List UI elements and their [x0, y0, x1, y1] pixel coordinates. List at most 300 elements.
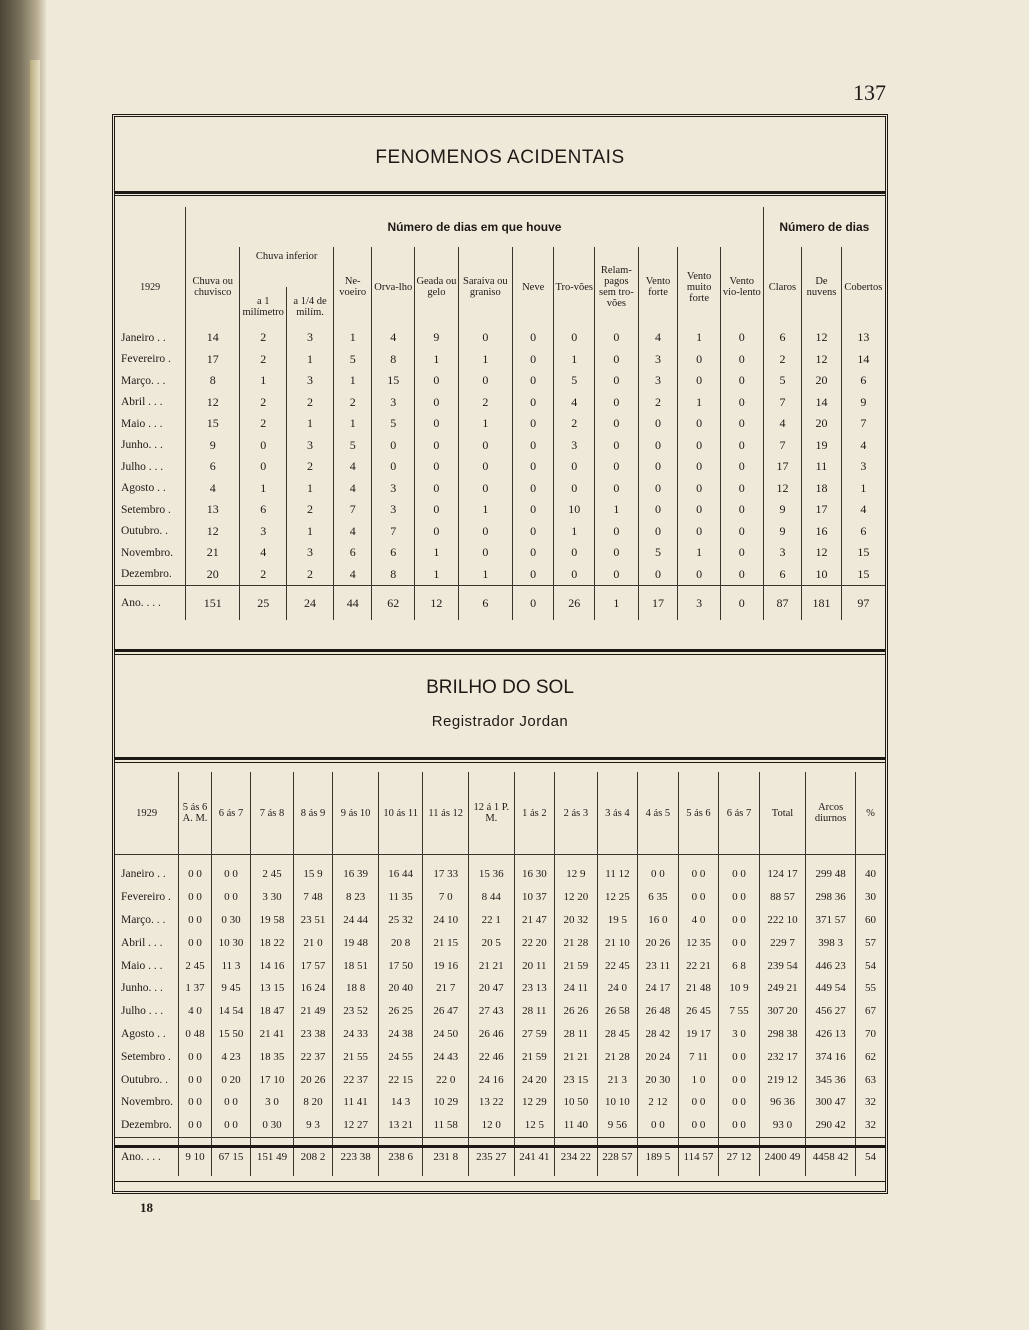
rule — [115, 1145, 885, 1148]
table-cell: 2 — [333, 392, 371, 414]
table-cell: 0 0 — [719, 1045, 760, 1068]
table-cell: 18 22 — [251, 931, 294, 954]
table-cell: 0 — [595, 478, 639, 500]
table-cell: 6 35 — [638, 886, 679, 909]
table-row — [115, 349, 885, 371]
table-cell: 8 — [186, 370, 240, 392]
table-cell: 0 — [638, 413, 678, 435]
table-cell: 299 48 — [806, 855, 856, 886]
table-cell: 0 0 — [678, 886, 719, 909]
table-cell: 0 0 — [179, 1068, 211, 1091]
col-header: a 1/4 de milím. — [287, 287, 334, 327]
table-cell: 13 — [841, 327, 885, 349]
table-cell: 55 — [855, 977, 885, 1000]
table-cell: 0 — [512, 392, 554, 414]
month-label: Setembro . — [121, 1050, 171, 1063]
table-cell: 19 48 — [333, 931, 379, 954]
table-cell: 0 — [595, 349, 639, 371]
table-cell: 1 — [415, 349, 459, 371]
table-cell: 124 17 — [759, 855, 806, 886]
table-cell: 1 — [554, 349, 595, 371]
table-cell: 12 — [186, 521, 240, 543]
table-cell: 151 49 — [251, 1137, 294, 1176]
table-cell: 20 32 — [555, 909, 598, 932]
table-cell: 6 — [458, 586, 512, 621]
col-header: Vento forte — [638, 247, 678, 327]
col-header: Tro-vões — [554, 247, 595, 327]
table-cell: 10 30 — [211, 931, 251, 954]
table-cell: 1 37 — [179, 977, 211, 1000]
rule — [115, 757, 885, 760]
table-cell: 9 56 — [597, 1114, 638, 1137]
table-cell: 20 47 — [469, 977, 515, 1000]
table-cell: 1 — [458, 499, 512, 521]
table-cell: 4 — [333, 521, 371, 543]
table-cell: 0 — [415, 456, 459, 478]
table-cell: 3 — [372, 499, 415, 521]
table-cell: 3 30 — [251, 886, 294, 909]
table-cell: 0 — [512, 499, 554, 521]
table-cell: 4 — [554, 392, 595, 414]
table-cell: 0 0 — [678, 1091, 719, 1114]
table-cell: 234 22 — [555, 1137, 598, 1176]
table-cell: 54 — [855, 1137, 885, 1176]
table-cell: 0 — [720, 586, 763, 621]
table-cell: 9 3 — [293, 1114, 333, 1137]
table-cell: 4 — [763, 413, 801, 435]
month-label: Agosto . . — [121, 482, 166, 495]
table-cell: 12 0 — [469, 1114, 515, 1137]
table-cell: 0 0 — [638, 1114, 679, 1137]
table-cell: 0 — [458, 456, 512, 478]
table-cell: 24 11 — [555, 977, 598, 1000]
table-cell: 5 — [333, 435, 371, 457]
table-cell: 10 9 — [719, 977, 760, 1000]
col-header: Total — [759, 772, 806, 855]
table-cell: 1 — [554, 521, 595, 543]
table-cell: 0 — [458, 370, 512, 392]
table-row — [115, 931, 885, 954]
table-cell: 17 — [186, 349, 240, 371]
table-cell: 0 — [678, 456, 721, 478]
table-cell: 1 — [678, 392, 721, 414]
col-header: 2 ás 3 — [555, 772, 598, 855]
col-header: Cobertos — [841, 247, 885, 327]
table-cell: 232 17 — [759, 1045, 806, 1068]
table-cell: 22 20 — [514, 931, 555, 954]
table-row — [115, 542, 885, 564]
col-header: 7 ás 8 — [251, 772, 294, 855]
table-cell: 6 — [763, 564, 801, 586]
table-cell: 7 — [763, 435, 801, 457]
table-cell: 96 36 — [759, 1091, 806, 1114]
table-cell: 2 — [240, 392, 287, 414]
table-cell: 1 — [287, 478, 334, 500]
table-cell: 6 — [186, 456, 240, 478]
table-cell: 23 52 — [333, 1000, 379, 1023]
table-cell: 222 10 — [759, 909, 806, 932]
month-label: Janeiro . . — [121, 868, 166, 881]
table-cell: 0 — [638, 564, 678, 586]
table-cell: 67 15 — [211, 1137, 251, 1176]
table-row — [115, 499, 885, 521]
table-cell: 9 — [763, 499, 801, 521]
table-cell: 24 33 — [333, 1023, 379, 1046]
table-cell: 0 — [512, 586, 554, 621]
month-label: Outubro. . — [121, 525, 168, 538]
table-cell: 0 — [638, 456, 678, 478]
table-cell: 0 0 — [638, 855, 679, 886]
table-cell: 0 — [720, 370, 763, 392]
month-label: Junho. . . — [121, 982, 163, 995]
table-cell: 0 — [512, 521, 554, 543]
col-header: 3 ás 4 — [597, 772, 638, 855]
table-cell: 1 — [333, 413, 371, 435]
table-cell: 23 11 — [638, 954, 679, 977]
table-cell: 21 21 — [555, 1045, 598, 1068]
table-cell: 21 55 — [333, 1045, 379, 1068]
table-cell: 5 — [554, 370, 595, 392]
table-row — [115, 954, 885, 977]
table-cell: 0 — [415, 413, 459, 435]
table-cell: 23 38 — [293, 1023, 333, 1046]
col-header: Arcos diurnos — [806, 772, 856, 855]
table-cell: 0 — [638, 435, 678, 457]
table-cell: 27 12 — [719, 1137, 760, 1176]
table-cell: 30 — [855, 886, 885, 909]
table-cell: 3 — [372, 392, 415, 414]
table-cell: 28 45 — [597, 1023, 638, 1046]
table-cell: 19 16 — [423, 954, 469, 977]
table-cell: 4 — [240, 542, 287, 564]
col-header: 9 ás 10 — [333, 772, 379, 855]
table-cell: 8 — [372, 564, 415, 586]
table-cell: 0 0 — [211, 855, 251, 886]
table-cell: 17 57 — [293, 954, 333, 977]
table-cell: 0 — [678, 478, 721, 500]
table-cell: 12 27 — [333, 1114, 379, 1137]
table-cell: 2 45 — [179, 954, 211, 977]
table-row — [115, 413, 885, 435]
binding-edge — [30, 60, 40, 1200]
col-header: 12 á 1 P. M. — [469, 772, 515, 855]
month-label: Ano. . . . — [121, 1150, 161, 1163]
table-cell: 26 47 — [423, 1000, 469, 1023]
page-number: 137 — [853, 80, 886, 105]
month-label: Abril . . . — [121, 396, 163, 409]
table-cell: 0 — [512, 542, 554, 564]
month-label: Junho. . . — [121, 439, 163, 452]
table-row — [115, 435, 885, 457]
table-cell: 4 — [372, 327, 415, 349]
table-cell: 15 50 — [211, 1023, 251, 1046]
table-cell: 0 — [678, 521, 721, 543]
table-cell: 21 0 — [293, 931, 333, 954]
table-cell: 4 — [333, 478, 371, 500]
table-cell: 24 — [287, 586, 334, 621]
table-cell: 22 45 — [597, 954, 638, 977]
table-cell: 16 0 — [638, 909, 679, 932]
table-cell: 1 — [678, 542, 721, 564]
table-cell: 21 21 — [469, 954, 515, 977]
table-cell: 26 46 — [469, 1023, 515, 1046]
table-cell: 9 10 — [179, 1137, 211, 1176]
table-cell: 1 — [415, 542, 459, 564]
table-cell: 26 48 — [638, 1000, 679, 1023]
table-cell: 15 36 — [469, 855, 515, 886]
table-cell: 15 — [372, 370, 415, 392]
table-cell: 371 57 — [806, 909, 856, 932]
table-cell: 63 — [855, 1068, 885, 1091]
table-cell: 54 — [855, 954, 885, 977]
group-header-days-sky: Número de dias — [763, 207, 885, 247]
col-header: 11 ás 12 — [423, 772, 469, 855]
table-cell: 3 — [287, 435, 334, 457]
sunshine-table — [115, 772, 885, 1176]
table-cell: 25 32 — [378, 909, 423, 932]
table-cell: 19 — [802, 435, 842, 457]
page-frame — [112, 114, 888, 1194]
table-cell: 10 — [802, 564, 842, 586]
table-row — [115, 456, 885, 478]
table-cell: 2 — [287, 499, 334, 521]
table-cell: 10 10 — [597, 1091, 638, 1114]
table-cell: 12 — [802, 327, 842, 349]
table-cell: 26 45 — [678, 1000, 719, 1023]
table-cell: 21 3 — [597, 1068, 638, 1091]
table-cell: 12 20 — [555, 886, 598, 909]
table-cell: 0 0 — [678, 1114, 719, 1137]
table-cell: 15 9 — [293, 855, 333, 886]
table-cell: 12 25 — [597, 886, 638, 909]
table-cell: 0 0 — [211, 1091, 251, 1114]
table-cell: 2 — [287, 564, 334, 586]
table-cell: 0 0 — [179, 909, 211, 932]
table-cell: 2400 49 — [759, 1137, 806, 1176]
table-cell: 62 — [855, 1045, 885, 1068]
table-cell: 17 — [638, 586, 678, 621]
table-cell: 19 5 — [597, 909, 638, 932]
table-cell: 0 0 — [719, 909, 760, 932]
table-total-row — [115, 1137, 885, 1176]
table-cell: 11 3 — [211, 954, 251, 977]
table-cell: 3 — [287, 327, 334, 349]
section2-title: BRILHO DO SOL — [426, 677, 574, 698]
table-cell: 1 — [240, 478, 287, 500]
month-label: Maio . . . — [121, 417, 163, 430]
table-cell: 12 — [802, 349, 842, 371]
table-cell: 97 — [841, 586, 885, 621]
table-cell: 4 23 — [211, 1045, 251, 1068]
accidental-phenomena-table — [115, 207, 885, 620]
table-cell: 0 30 — [251, 1114, 294, 1137]
table-cell: 0 — [595, 564, 639, 586]
table-cell: 0 — [720, 413, 763, 435]
table-cell: 0 0 — [719, 931, 760, 954]
table-cell: 27 43 — [469, 1000, 515, 1023]
table-cell: 22 0 — [423, 1068, 469, 1091]
table-cell: 2 — [458, 392, 512, 414]
table-cell: 24 38 — [378, 1023, 423, 1046]
table-cell: 13 — [186, 499, 240, 521]
table-cell: 1 — [678, 327, 721, 349]
rule — [115, 649, 885, 652]
col-header: Relam-pagos sem tro-vões — [595, 247, 639, 327]
table-cell: 22 21 — [678, 954, 719, 977]
table-cell: 0 — [458, 542, 512, 564]
table-row — [115, 1114, 885, 1137]
table-cell: 18 35 — [251, 1045, 294, 1068]
table-cell: 1 — [415, 564, 459, 586]
month-label: Fevereiro . — [121, 353, 171, 366]
table-cell: 88 57 — [759, 886, 806, 909]
table-cell: 0 — [554, 478, 595, 500]
table-cell: 5 — [763, 370, 801, 392]
table-row — [115, 327, 885, 349]
table-cell: 249 21 — [759, 977, 806, 1000]
table-cell: 223 38 — [333, 1137, 379, 1176]
table-cell: 5 — [372, 413, 415, 435]
table-cell: 2 12 — [638, 1091, 679, 1114]
table-cell: 6 — [240, 499, 287, 521]
table-cell: 57 — [855, 931, 885, 954]
col-header: De nuvens — [802, 247, 842, 327]
table-cell: 0 — [595, 542, 639, 564]
table-cell: 10 29 — [423, 1091, 469, 1114]
table-row — [115, 886, 885, 909]
table-cell: 15 — [841, 542, 885, 564]
table-row — [115, 564, 885, 586]
table-cell: 0 — [512, 349, 554, 371]
table-cell: 20 — [802, 413, 842, 435]
table-cell: 1 — [458, 564, 512, 586]
table-cell: 21 28 — [597, 1045, 638, 1068]
table-cell: 0 — [720, 499, 763, 521]
table-cell: 1 0 — [678, 1068, 719, 1091]
section1-title: FENOMENOS ACIDENTAIS — [375, 147, 625, 168]
table-cell: 4 — [333, 564, 371, 586]
table-cell: 40 — [855, 855, 885, 886]
table-cell: 15 — [186, 413, 240, 435]
table-cell: 16 30 — [514, 855, 555, 886]
table-cell: 3 0 — [719, 1023, 760, 1046]
table-cell: 0 — [240, 435, 287, 457]
table-cell: 0 — [638, 521, 678, 543]
table-cell: 0 — [512, 327, 554, 349]
table-cell: 0 20 — [211, 1068, 251, 1091]
table-cell: 2 — [240, 413, 287, 435]
table-cell: 4 0 — [678, 909, 719, 932]
table-cell: 446 23 — [806, 954, 856, 977]
table-cell: 0 — [415, 499, 459, 521]
table-cell: 0 — [678, 413, 721, 435]
table-cell: 44 — [333, 586, 371, 621]
table-cell: 1 — [595, 586, 639, 621]
table-cell: 13 15 — [251, 977, 294, 1000]
table-cell: 239 54 — [759, 954, 806, 977]
month-label: Janeiro . . — [121, 331, 166, 344]
table-cell: 0 0 — [719, 1068, 760, 1091]
col-header: Chuva ou chuvisco — [186, 247, 240, 327]
table-cell: 0 0 — [179, 931, 211, 954]
table-cell: 21 49 — [293, 1000, 333, 1023]
table-cell: 11 35 — [378, 886, 423, 909]
table-cell: 26 26 — [555, 1000, 598, 1023]
table-cell: 398 3 — [806, 931, 856, 954]
table-cell: 16 — [802, 521, 842, 543]
col-header: 8 ás 9 — [293, 772, 333, 855]
col-header: 4 ás 5 — [638, 772, 679, 855]
table-cell: 15 — [841, 564, 885, 586]
month-label: Fevereiro . — [121, 891, 171, 904]
table-cell: 0 — [458, 327, 512, 349]
table-cell: 70 — [855, 1023, 885, 1046]
table-row — [115, 521, 885, 543]
table-cell: 374 16 — [806, 1045, 856, 1068]
table-cell: 3 — [287, 370, 334, 392]
table-cell: 19 58 — [251, 909, 294, 932]
table-cell: 238 6 — [378, 1137, 423, 1176]
table-cell: 10 37 — [514, 886, 555, 909]
table-cell: 2 — [287, 456, 334, 478]
table-cell: 0 0 — [179, 855, 211, 886]
table-cell: 0 — [554, 542, 595, 564]
table-row — [115, 1045, 885, 1068]
month-label: Março. . . — [121, 913, 166, 926]
table-cell: 1 — [287, 349, 334, 371]
table-cell: 449 54 — [806, 977, 856, 1000]
table-row — [115, 1023, 885, 1046]
table-cell: 67 — [855, 1000, 885, 1023]
table-cell: 1 — [287, 521, 334, 543]
table-cell: 2 — [240, 327, 287, 349]
table-cell: 14 54 — [211, 1000, 251, 1023]
section2-subtitle: Registrador Jordan — [431, 713, 569, 730]
table-cell: 20 30 — [638, 1068, 679, 1091]
table-cell: 20 26 — [638, 931, 679, 954]
table-cell: 14 3 — [378, 1091, 423, 1114]
month-label: Ano. . . . — [121, 597, 161, 609]
table-cell: 0 0 — [719, 1114, 760, 1137]
table-cell: 1 — [333, 370, 371, 392]
table-cell: 7 — [841, 413, 885, 435]
table-cell: 21 15 — [423, 931, 469, 954]
col-header: Neve — [512, 247, 554, 327]
table-row — [115, 370, 885, 392]
table-cell: 0 0 — [179, 1114, 211, 1137]
table-cell: 7 — [333, 499, 371, 521]
table-cell: 0 48 — [179, 1023, 211, 1046]
table-cell: 8 44 — [469, 886, 515, 909]
table-cell: 3 — [240, 521, 287, 543]
table-cell: 10 50 — [555, 1091, 598, 1114]
table-cell: 0 — [720, 521, 763, 543]
table-cell: 0 — [415, 435, 459, 457]
rule — [115, 1181, 885, 1182]
table-cell: 0 — [638, 499, 678, 521]
table-cell: 3 — [554, 435, 595, 457]
table-cell: 22 15 — [378, 1068, 423, 1091]
table-cell: 1 — [333, 327, 371, 349]
table-cell: 9 — [186, 435, 240, 457]
table-cell: 0 0 — [678, 855, 719, 886]
table-cell: 7 55 — [719, 1000, 760, 1023]
table-cell: 11 41 — [333, 1091, 379, 1114]
table-row — [115, 909, 885, 932]
month-label: Julho . . . — [121, 1005, 164, 1018]
table-cell: 2 — [240, 564, 287, 586]
col-header: Geada ou gelo — [415, 247, 459, 327]
